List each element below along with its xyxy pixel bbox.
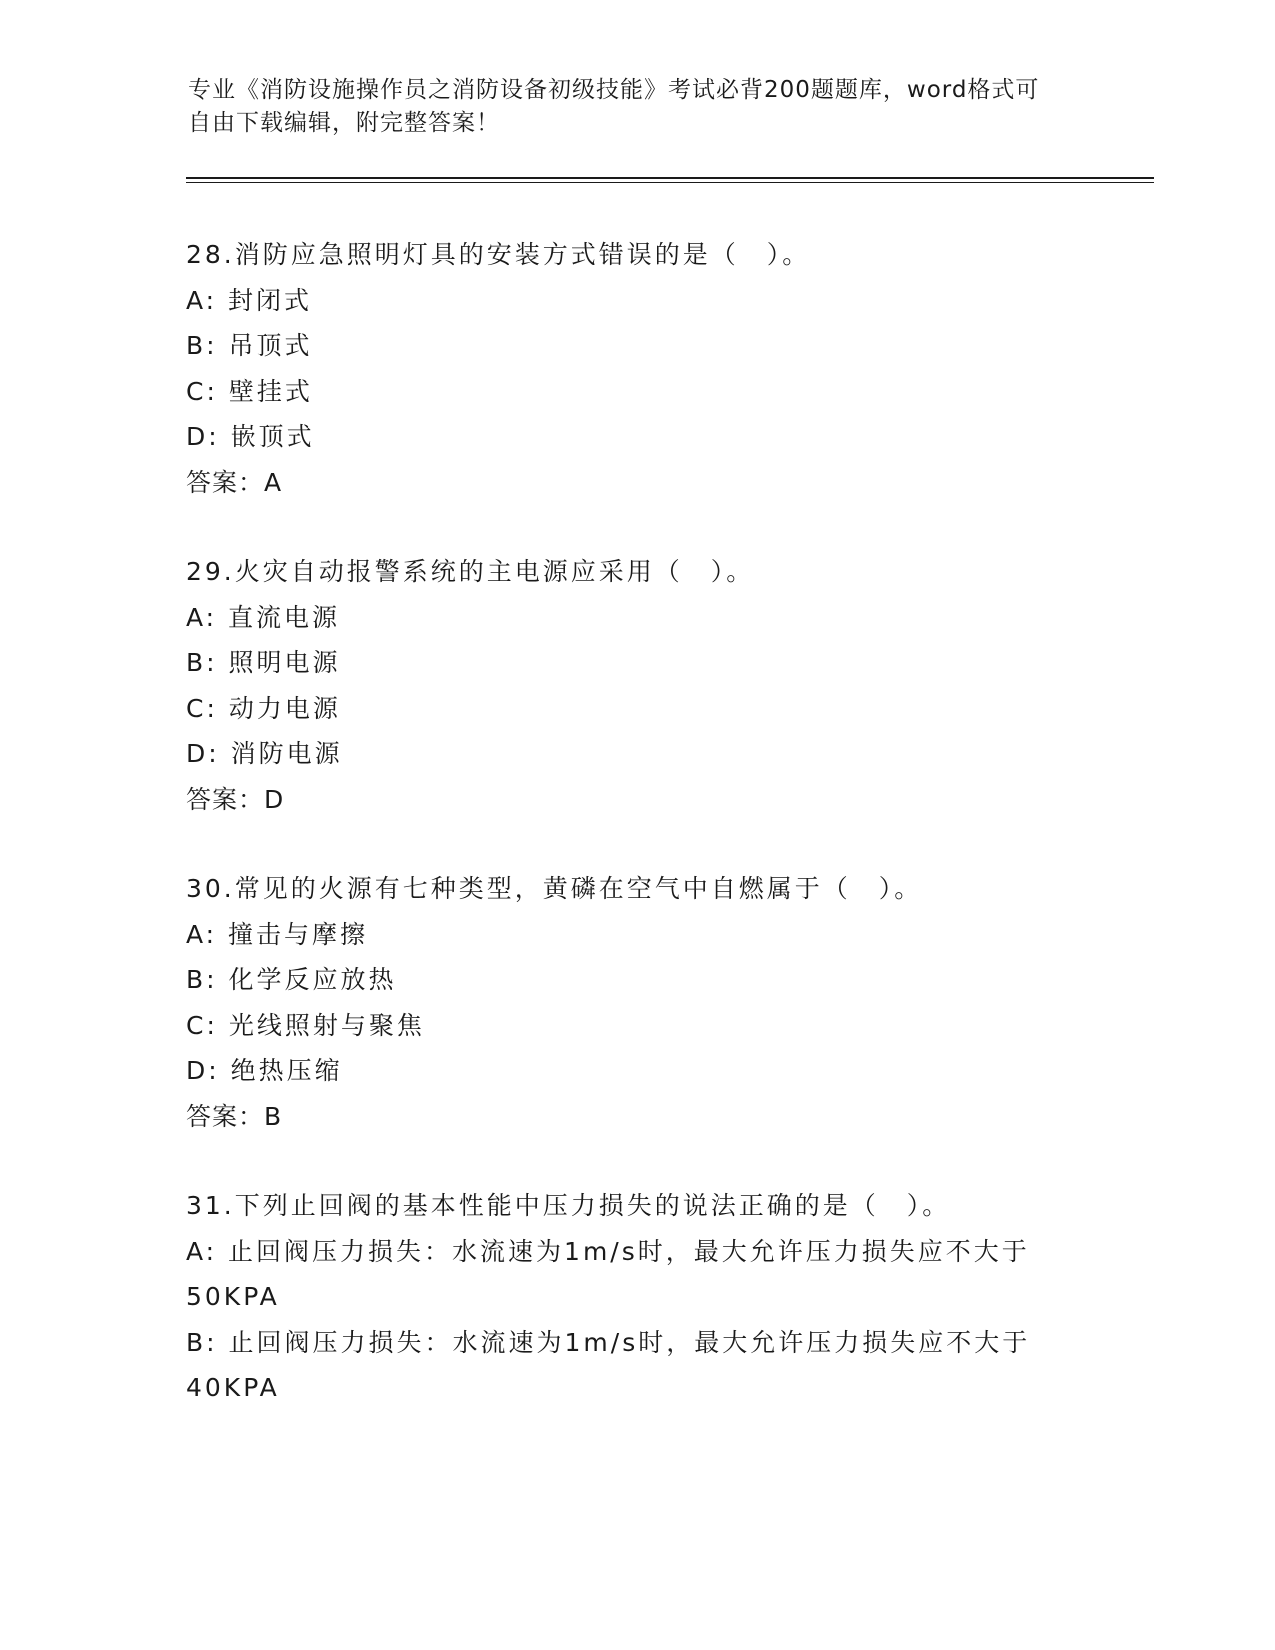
question-stem: 31.下列止回阀的基本性能中压力损失的说法正确的是（ ）。 [186, 1191, 951, 1220]
header-divider-thick [186, 177, 1154, 179]
option-a: A: 封闭式 [186, 285, 313, 315]
question-stem: 30.常见的火源有七种类型，黄磷在空气中自燃属于（ ）。 [186, 874, 923, 903]
option-d: D: 嵌顶式 [186, 422, 315, 451]
option-c: C: 光线照射与聚焦 [186, 1010, 425, 1040]
answer-label: 答案：A [186, 467, 283, 497]
option-b: B: 照明电源 [186, 648, 341, 677]
option-d: D: 消防电源 [186, 739, 343, 768]
answer-label: 答案：B [186, 1101, 283, 1131]
header-line-1: 专业《消防设施操作员之消防设备初级技能》考试必背200题题库，word格式可 [188, 77, 1040, 103]
question-stem: 29.火灾自动报警系统的主电源应采用（ ）。 [186, 557, 755, 586]
option-b: B: 吊顶式 [186, 331, 313, 360]
header-line-2: 自由下载编辑，附完整答案！ [188, 110, 500, 136]
option-b: B: 化学反应放热 [186, 965, 397, 994]
question-29 [186, 549, 1066, 822]
document-header [188, 74, 1068, 140]
option-c: C: 动力电源 [186, 693, 341, 723]
header-divider-thin [186, 182, 1154, 183]
question-28 [186, 232, 1066, 505]
question-30 [186, 866, 1066, 1139]
question-list [186, 232, 1066, 1455]
option-b: B: 止回阀压力损失：水流速为1m/s时，最大允许压力损失应不大于40KPA [186, 1327, 1031, 1402]
question-31 [186, 1183, 1066, 1411]
option-a: A: 止回阀压力损失：水流速为1m/s时，最大允许压力损失应不大于50KPA [186, 1236, 1030, 1311]
option-a: A: 直流电源 [186, 602, 341, 632]
option-c: C: 壁挂式 [186, 376, 313, 406]
option-a: A: 撞击与摩擦 [186, 919, 369, 949]
answer-label: 答案：D [186, 784, 285, 814]
option-d: D: 绝热压缩 [186, 1056, 343, 1085]
question-stem: 28.消防应急照明灯具的安装方式错误的是（ ）。 [186, 240, 811, 269]
